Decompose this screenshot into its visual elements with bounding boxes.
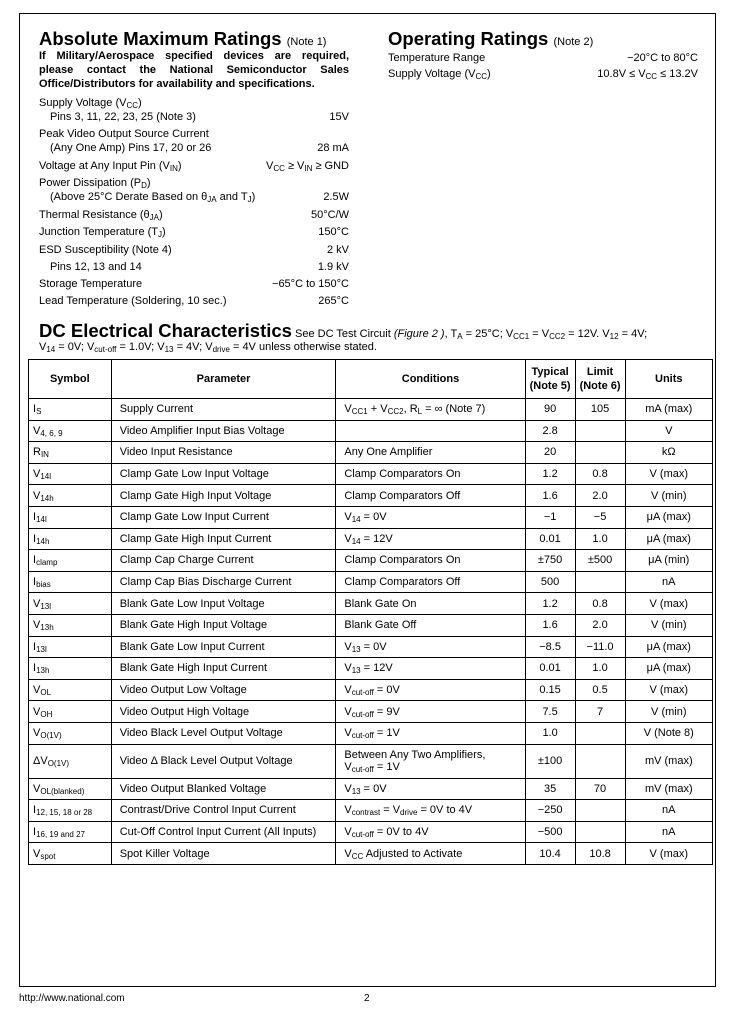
- cell-typical: 1.2: [525, 593, 575, 615]
- thermal-label: Thermal Resistance $(\theta_{JA})$: [39, 209, 163, 222]
- supply-voltage-label: Supply Voltage (V: [39, 97, 127, 109]
- voltage-input-label: Voltage at Any Input Pin (V: [39, 160, 170, 172]
- cell-typical: 0.01: [525, 658, 575, 680]
- cell-symbol: $I_{14l}$: [29, 506, 112, 528]
- header-limit: Limit (Note 6): [575, 360, 625, 399]
- cell-conditions: $V_{CC1} + V_{CC2}$, $R_L$ = ∞ (Note 7): [336, 399, 525, 421]
- power-value: 2.5W: [323, 191, 349, 203]
- cell-conditions: $V_{14} = 0V$: [336, 506, 525, 528]
- pins-supply-value: 15V: [329, 111, 349, 123]
- esd-row: [39, 244, 349, 256]
- cell-typical: 20: [525, 442, 575, 464]
- cell-symbol: $V_{14h}$: [29, 485, 112, 507]
- cell-limit: −11.0: [575, 636, 625, 658]
- thermal-value: 50°C/W: [310, 209, 349, 221]
- cell-conditions: $V_{13} = 0V$: [336, 636, 525, 658]
- cell-limit: [575, 571, 625, 593]
- cell-limit: 2.0: [575, 485, 625, 507]
- table-row: [29, 506, 713, 528]
- cell-conditions: Clamp Comparators On: [336, 463, 525, 485]
- cell-conditions: Any One Amplifier: [336, 442, 525, 464]
- header-typical: Typical (Note 5): [525, 360, 575, 399]
- cell-symbol: $\Delta V_{O(1V)}$: [29, 744, 112, 778]
- op-ratings-note: (Note 2): [553, 36, 594, 48]
- supply-voltage-row: Supply Voltage $(V_{CC})$: [39, 97, 142, 110]
- cell-conditions: Clamp Comparators On: [336, 550, 525, 572]
- voltage-input-value: $V_{CC} \ge V_{IN}$ ≥ GND: [266, 160, 349, 173]
- dc-title: DC Electrical Characteristics: [39, 320, 292, 341]
- lead-value: 265°C: [318, 295, 349, 307]
- cell-units: μA (min): [625, 550, 712, 572]
- cell-parameter: Blank Gate High Input Voltage: [111, 614, 336, 636]
- op-ratings-heading: [388, 28, 593, 50]
- cell-typical: 1.6: [525, 614, 575, 636]
- header-parameter: Parameter: [111, 360, 336, 399]
- table-row: [29, 571, 713, 593]
- cell-symbol: $I_{clamp}$: [29, 550, 112, 572]
- cell-units: V (Note 8): [625, 722, 712, 744]
- cell-typical: 7.5: [525, 701, 575, 723]
- table-row: [29, 778, 713, 800]
- cell-typical: −8.5: [525, 636, 575, 658]
- cell-units: V (min): [625, 701, 712, 723]
- cell-typical: 1.2: [525, 463, 575, 485]
- cell-conditions: $V_{CC}$ Adjusted to Activate: [336, 843, 525, 865]
- esd-pins-value: 1.9 kV: [317, 261, 349, 273]
- power-diss-sub: D: [141, 181, 147, 190]
- cell-symbol: $I_{13l}$: [29, 636, 112, 658]
- cell-symbol: $I_{13h}$: [29, 658, 112, 680]
- cell-units: mV (max): [625, 778, 712, 800]
- cell-typical: 0.15: [525, 679, 575, 701]
- cell-typical: −250: [525, 800, 575, 822]
- cell-limit: 1.0: [575, 658, 625, 680]
- lead-row: [39, 295, 349, 307]
- table-row: [29, 550, 713, 572]
- junction-row: [39, 226, 349, 238]
- op-supply-label: Supply Voltage $(V_{CC})$: [388, 68, 491, 81]
- cell-units: nA: [625, 800, 712, 822]
- cell-parameter: Clamp Gate Low Input Current: [111, 506, 336, 528]
- table-row: [29, 593, 713, 615]
- cell-parameter: Video Δ Black Level Output Voltage: [111, 744, 336, 778]
- op-supply-value: $10.8V \le V_{CC} \le 13.2V$: [597, 68, 698, 81]
- header-units: Units: [625, 360, 712, 399]
- cell-limit: [575, 442, 625, 464]
- esd-value: 2 kV: [326, 244, 349, 256]
- cell-conditions: Clamp Comparators Off: [336, 485, 525, 507]
- lead-label: Lead Temperature (Soldering, 10 sec.): [39, 295, 227, 307]
- pins-supply-row: [39, 111, 349, 123]
- cell-parameter: Supply Current: [111, 399, 336, 421]
- cell-symbol: $R_{IN}$: [29, 442, 112, 464]
- cell-units: μA (max): [625, 528, 712, 550]
- cell-limit: [575, 722, 625, 744]
- cell-conditions: $V_{cut-off} = 0V$: [336, 679, 525, 701]
- cell-units: nA: [625, 821, 712, 843]
- power-diss-row: Power Dissipation $(P_D)$: [39, 177, 151, 190]
- cell-symbol: $V_{14l}$: [29, 463, 112, 485]
- cell-units: V (max): [625, 843, 712, 865]
- dc-table: [28, 359, 713, 865]
- cell-conditions: $V_{13} = 12V$: [336, 658, 525, 680]
- cell-limit: −5: [575, 506, 625, 528]
- cell-symbol: $V_{OH}$: [29, 701, 112, 723]
- cell-conditions: $V_{contrast} = V_{drive} = 0V$ to 4V: [336, 800, 525, 822]
- cell-conditions: $V_{13} = 0V$: [336, 778, 525, 800]
- voltage-input-row: Voltage at Any Input Pin $(V_{IN})$ $V_{CC} \ge V_{IN}$ ≥ GND: [39, 160, 349, 173]
- cell-conditions: $V_{14} = 12V$: [336, 528, 525, 550]
- cell-parameter: Video Black Level Output Voltage: [111, 722, 336, 744]
- cell-units: V: [625, 420, 712, 442]
- dc-conditions-line1: See DC Test Circuit (Figure 2 ), $T_A = 25^\circ C$; $V_{CC1} = V_{CC2} = 12V$. $V_{12} = 4V$;: [291, 328, 648, 341]
- cell-units: μA (max): [625, 658, 712, 680]
- peak-video-row-2: [39, 142, 349, 154]
- cell-parameter: Blank Gate Low Input Voltage: [111, 593, 336, 615]
- table-row: [29, 399, 713, 421]
- military-line-3: Office/Distributors for availability and specifications.: [39, 78, 315, 90]
- cell-conditions: $V_{cut-off} = 0V$ to 4V: [336, 821, 525, 843]
- dc-conditions-line2: $V_{14} = 0V$; $V_{cut-off} = 1.0V$; $V_{13} = 4V$; $V_{drive} = 4V$ unless otherwise stated.: [39, 341, 377, 354]
- cell-units: V (min): [625, 614, 712, 636]
- cell-limit: ±500: [575, 550, 625, 572]
- cell-symbol: $V_{OL}$: [29, 679, 112, 701]
- cell-conditions: Blank Gate Off: [336, 614, 525, 636]
- cell-typical: ±100: [525, 744, 575, 778]
- cell-symbol: $I_{bias}$: [29, 571, 112, 593]
- storage-label: Storage Temperature: [39, 278, 143, 290]
- storage-value: −65°C to 150°C: [272, 278, 349, 290]
- cell-symbol: $I_{12, 15, 18 or 28}$: [29, 800, 112, 822]
- cell-symbol: $V_{13l}$: [29, 593, 112, 615]
- cell-parameter: Clamp Cap Charge Current: [111, 550, 336, 572]
- op-temp-label: Temperature Range: [388, 52, 486, 64]
- cell-parameter: Blank Gate High Input Current: [111, 658, 336, 680]
- cell-symbol: $V_{13h}$: [29, 614, 112, 636]
- abs-max-heading: [39, 28, 326, 50]
- table-row: [29, 528, 713, 550]
- power-diss-label: Power Dissipation (P: [39, 177, 142, 189]
- cell-limit: [575, 420, 625, 442]
- peak-video-label: Peak Video Output Source Current: [39, 128, 209, 140]
- cell-units: V (max): [625, 593, 712, 615]
- abs-max-title: Absolute Maximum Ratings: [39, 28, 282, 49]
- page-number: 2: [364, 993, 370, 1004]
- cell-typical: 35: [525, 778, 575, 800]
- cell-limit: 2.0: [575, 614, 625, 636]
- cell-limit: 7: [575, 701, 625, 723]
- cell-units: V (max): [625, 679, 712, 701]
- cell-parameter: Clamp Gate High Input Current: [111, 528, 336, 550]
- cell-conditions: [336, 420, 525, 442]
- cell-typical: −500: [525, 821, 575, 843]
- cell-symbol: $I_S$: [29, 399, 112, 421]
- cell-parameter: Spot Killer Voltage: [111, 843, 336, 865]
- table-row: [29, 614, 713, 636]
- thermal-row: [39, 209, 349, 221]
- cell-units: V (min): [625, 485, 712, 507]
- cell-typical: 0.01: [525, 528, 575, 550]
- cell-typical: 2.8: [525, 420, 575, 442]
- table-row: [29, 636, 713, 658]
- table-row: [29, 701, 713, 723]
- military-line-1: If Military/Aerospace specified devices are required,: [39, 50, 349, 62]
- cell-typical: −1: [525, 506, 575, 528]
- esd-label: ESD Susceptibility (Note 4): [39, 244, 172, 256]
- table-row: [29, 485, 713, 507]
- storage-row: [39, 278, 349, 290]
- cell-limit: [575, 800, 625, 822]
- table-row: [29, 658, 713, 680]
- cell-conditions: $V_{cut-off} = 9V$: [336, 701, 525, 723]
- cell-units: V (max): [625, 463, 712, 485]
- military-line-2: please contact the National Semiconductor Sales: [39, 64, 349, 76]
- cell-parameter: Blank Gate Low Input Current: [111, 636, 336, 658]
- table-row: [29, 463, 713, 485]
- cell-typical: 90: [525, 399, 575, 421]
- peak-video-row: [39, 128, 349, 140]
- cell-typical: 1.6: [525, 485, 575, 507]
- table-row: [29, 800, 713, 822]
- cell-limit: 10.8: [575, 843, 625, 865]
- cell-parameter: Cut-Off Control Input Current (All Inputs): [111, 821, 336, 843]
- power-derate-row: [39, 191, 349, 203]
- cell-symbol: $V_{O(1V)}$: [29, 722, 112, 744]
- cell-units: μA (max): [625, 636, 712, 658]
- cell-units: mV (max): [625, 744, 712, 778]
- junction-label: Junction Temperature $(T_J)$: [39, 226, 166, 239]
- cell-typical: 10.4: [525, 843, 575, 865]
- cell-limit: 0.8: [575, 593, 625, 615]
- dc-table-header: [29, 360, 713, 399]
- cell-symbol: $V_{4, 6, 9}$: [29, 420, 112, 442]
- cell-typical: 1.0: [525, 722, 575, 744]
- cell-limit: 105: [575, 399, 625, 421]
- cell-parameter: Video Output Blanked Voltage: [111, 778, 336, 800]
- abs-max-note: (Note 1): [286, 36, 327, 48]
- cell-limit: 70: [575, 778, 625, 800]
- junction-value: 150°C: [318, 226, 349, 238]
- table-row: [29, 722, 713, 744]
- table-row: [29, 843, 713, 865]
- header-conditions: Conditions: [336, 360, 525, 399]
- supply-voltage-sub: CC: [126, 101, 139, 110]
- table-row: [29, 679, 713, 701]
- cell-limit: 1.0: [575, 528, 625, 550]
- cell-parameter: Contrast/Drive Control Input Current: [111, 800, 336, 822]
- cell-conditions: Clamp Comparators Off: [336, 571, 525, 593]
- table-row: [29, 442, 713, 464]
- cell-symbol: $I_{14h}$: [29, 528, 112, 550]
- cell-conditions: Between Any Two Amplifiers, $V_{cut-off} = 1V$: [336, 744, 525, 778]
- voltage-input-sub: IN: [169, 164, 178, 173]
- op-temp-value: −20°C to 80°C: [627, 52, 698, 64]
- power-derate-label: (Above 25°C Derate Based on $\theta_{JA}$ and $T_J$): [50, 191, 256, 204]
- table-row: [29, 744, 713, 778]
- cell-units: mA (max): [625, 399, 712, 421]
- cell-parameter: Clamp Cap Bias Discharge Current: [111, 571, 336, 593]
- dc-heading: [39, 320, 699, 342]
- cell-conditions: Blank Gate On: [336, 593, 525, 615]
- cell-units: nA: [625, 571, 712, 593]
- cell-typical: 500: [525, 571, 575, 593]
- cell-parameter: Video Output Low Voltage: [111, 679, 336, 701]
- cell-limit: [575, 821, 625, 843]
- cell-symbol: $V_{spot}$: [29, 843, 112, 865]
- esd-pins-label: Pins 12, 13 and 14: [50, 261, 142, 273]
- table-row: [29, 821, 713, 843]
- cell-parameter: Video Amplifier Input Bias Voltage: [111, 420, 336, 442]
- cell-parameter: Video Input Resistance: [111, 442, 336, 464]
- cell-limit: 0.8: [575, 463, 625, 485]
- peak-video-value: 28 mA: [317, 142, 349, 154]
- cell-parameter: Clamp Gate High Input Voltage: [111, 485, 336, 507]
- header-symbol: Symbol: [29, 360, 112, 399]
- op-ratings-title: Operating Ratings: [388, 28, 549, 49]
- cell-symbol: $V_{OL(blanked)}$: [29, 778, 112, 800]
- cell-limit: 0.5: [575, 679, 625, 701]
- footer-url[interactable]: http://www.national.com: [19, 993, 125, 1004]
- peak-video-label-2: (Any One Amp) Pins 17, 20 or 26: [50, 142, 212, 154]
- cell-limit: [575, 744, 625, 778]
- pins-supply-label: Pins 3, 11, 22, 23, 25 (Note 3): [50, 111, 196, 123]
- esd-pins-row: [39, 261, 349, 273]
- cell-conditions: $V_{cut-off} = 1V$: [336, 722, 525, 744]
- cell-parameter: Video Output High Voltage: [111, 701, 336, 723]
- cell-symbol: $I_{16, 19 and 27}$: [29, 821, 112, 843]
- cell-typical: ±750: [525, 550, 575, 572]
- cell-parameter: Clamp Gate Low Input Voltage: [111, 463, 336, 485]
- cell-units: μA (max): [625, 506, 712, 528]
- table-row: [29, 420, 713, 442]
- cell-units: kΩ: [625, 442, 712, 464]
